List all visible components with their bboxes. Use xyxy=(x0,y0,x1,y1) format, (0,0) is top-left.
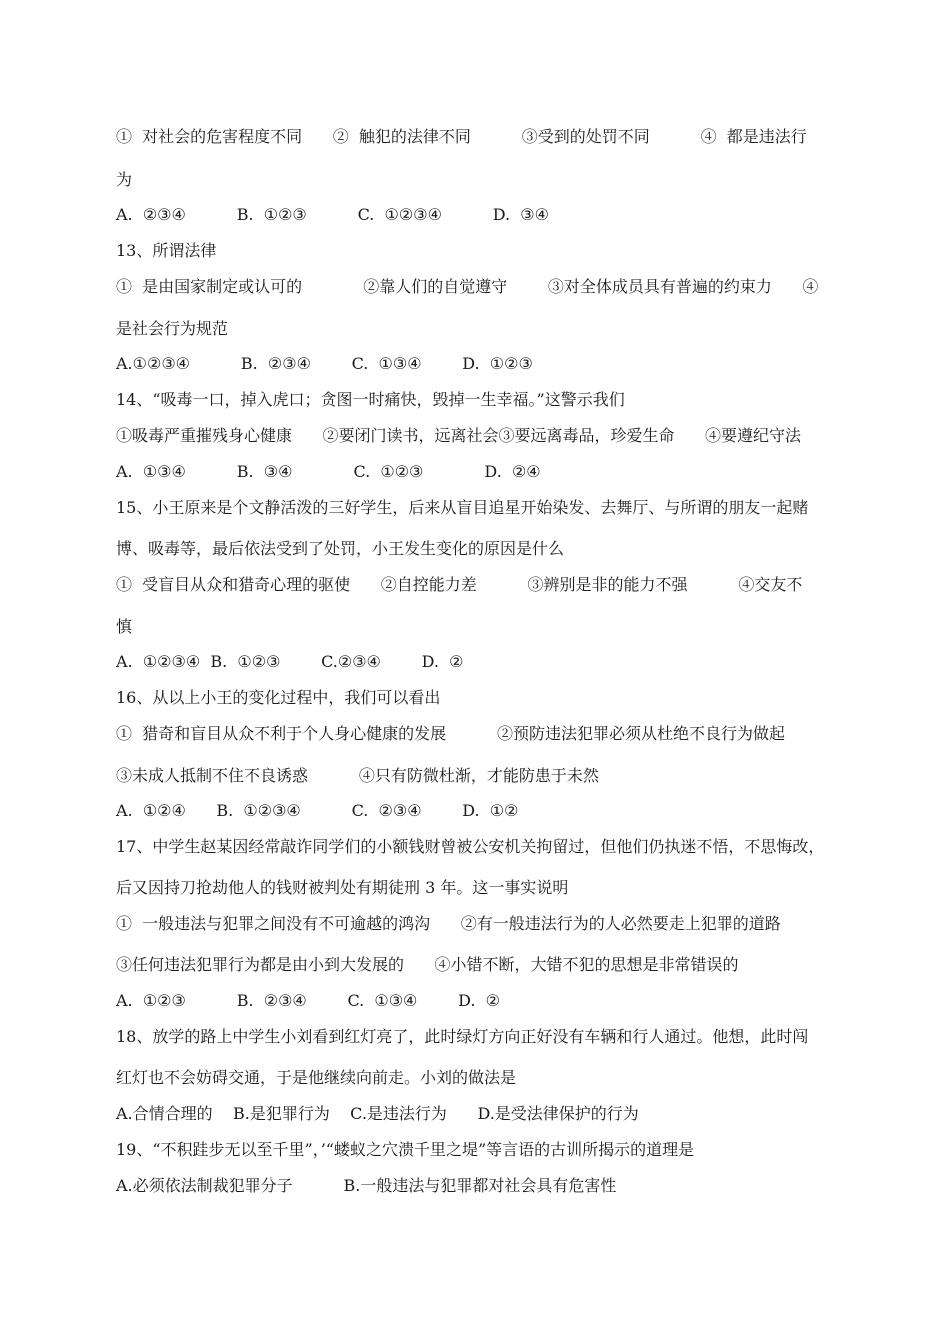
q16-answers: A. ①②④ B. ①②③④ C. ②③④ D. ①② xyxy=(116,801,519,820)
q16-options-line1: ① 猎奇和盲目从众不利于个人身心健康的发展 ②预防违法犯罪必须从杜绝不良行为做起 xyxy=(116,724,786,743)
q14-options: ①吸毒严重摧残身心健康 ②要闭门读书，远离社会③要远离毒品，珍爱生命 ④要遵纪守法 xyxy=(116,426,802,445)
q19-answers: A.必须依法制裁犯罪分子 B.一般违法与犯罪都对社会具有危害性 xyxy=(116,1176,617,1195)
q16-options-line2: ③未成人抵制不住不良诱惑 ④只有防微杜渐，才能防患于未然 xyxy=(116,766,599,785)
q17-stem-line2: 后又因持刀抢劫他人的钱财被判处有期徒刑 3 年。这一事实说明 xyxy=(116,878,569,897)
q14-stem: 14、“吸毒一口，掉入虎口；贪图一时痛快，毁掉一生幸福。”这警示我们 xyxy=(116,390,625,409)
q18-stem-line2: 红灯也不会妨碍交通，于是他继续向前走。小刘的做法是 xyxy=(116,1068,517,1087)
q15-answers: A. ①②③④ B. ①②③ C.②③④ D. ② xyxy=(116,652,464,671)
q17-stem-line1: 17、中学生赵某因经常敲诈同学们的小额钱财曾被公安机关拘留过，但他们仍执迷不悟，不思悔改， xyxy=(116,837,825,856)
q13-options-line1: ① 是由国家制定或认可的 ②靠人们的自觉遵守 ③对全体成员具有普遍的约束力 ④ xyxy=(116,277,819,296)
q12-options-line2: 为 xyxy=(116,170,133,189)
q13-options-line2: 是社会行为规范 xyxy=(116,319,229,338)
q13-answers: A.①②③④ B. ②③④ C. ①③④ D. ①②③ xyxy=(116,354,533,373)
q18-stem-line1: 18、放学的路上中学生小刘看到红灯亮了，此时绿灯方向正好没有车辆和行人通过。他想，此时闯 xyxy=(116,1027,809,1046)
q14-answers: A. ①③④ B. ③④ C. ①②③ D. ②④ xyxy=(116,462,541,481)
q15-options-line1: ① 受盲目从众和猎奇心理的驱使 ②自控能力差 ③辨别是非的能力不强 ④交友不 xyxy=(116,575,803,594)
q15-options-line2: 慎 xyxy=(116,617,133,636)
q17-options-line2: ③任何违法犯罪行为都是由小到大发展的 ④小错不断，大错不犯的思想是非常错误的 xyxy=(116,955,739,974)
q12-answers: A. ②③④ B. ①②③ C. ①②③④ D. ③④ xyxy=(116,205,549,224)
q17-options-line1: ① 一般违法与犯罪之间没有不可逾越的鸿沟 ②有一般违法行为的人必然要走上犯罪的道路 xyxy=(116,914,781,933)
q16-stem: 16、从以上小王的变化过程中，我们可以看出 xyxy=(116,688,441,707)
q13-stem: 13、所谓法律 xyxy=(116,241,217,260)
q12-options-line1: ① 对社会的危害程度不同 ② 触犯的法律不同 ③受到的处罚不同 ④ 都是违法行 xyxy=(116,127,807,146)
q19-stem: 19、“不积跬步无以至千里”，’“蝼蚁之穴溃千里之堤”等言语的古训所揭示的道理是 xyxy=(116,1140,695,1159)
q17-answers: A. ①②③ B. ②③④ C. ①③④ D. ② xyxy=(116,991,500,1010)
q15-stem-line1: 15、小王原来是个文静活泼的三好学生，后来从盲目追星开始染发、去舞厅、与所谓的朋友一起赌 xyxy=(116,498,809,517)
q18-answers: A.合情合理的 B.是犯罪行为 C.是违法行为 D.是受法律保护的行为 xyxy=(116,1104,639,1123)
q15-stem-line2: 博、吸毒等，最后依法受到了处罚，小王发生变化的原因是什么 xyxy=(116,539,565,558)
